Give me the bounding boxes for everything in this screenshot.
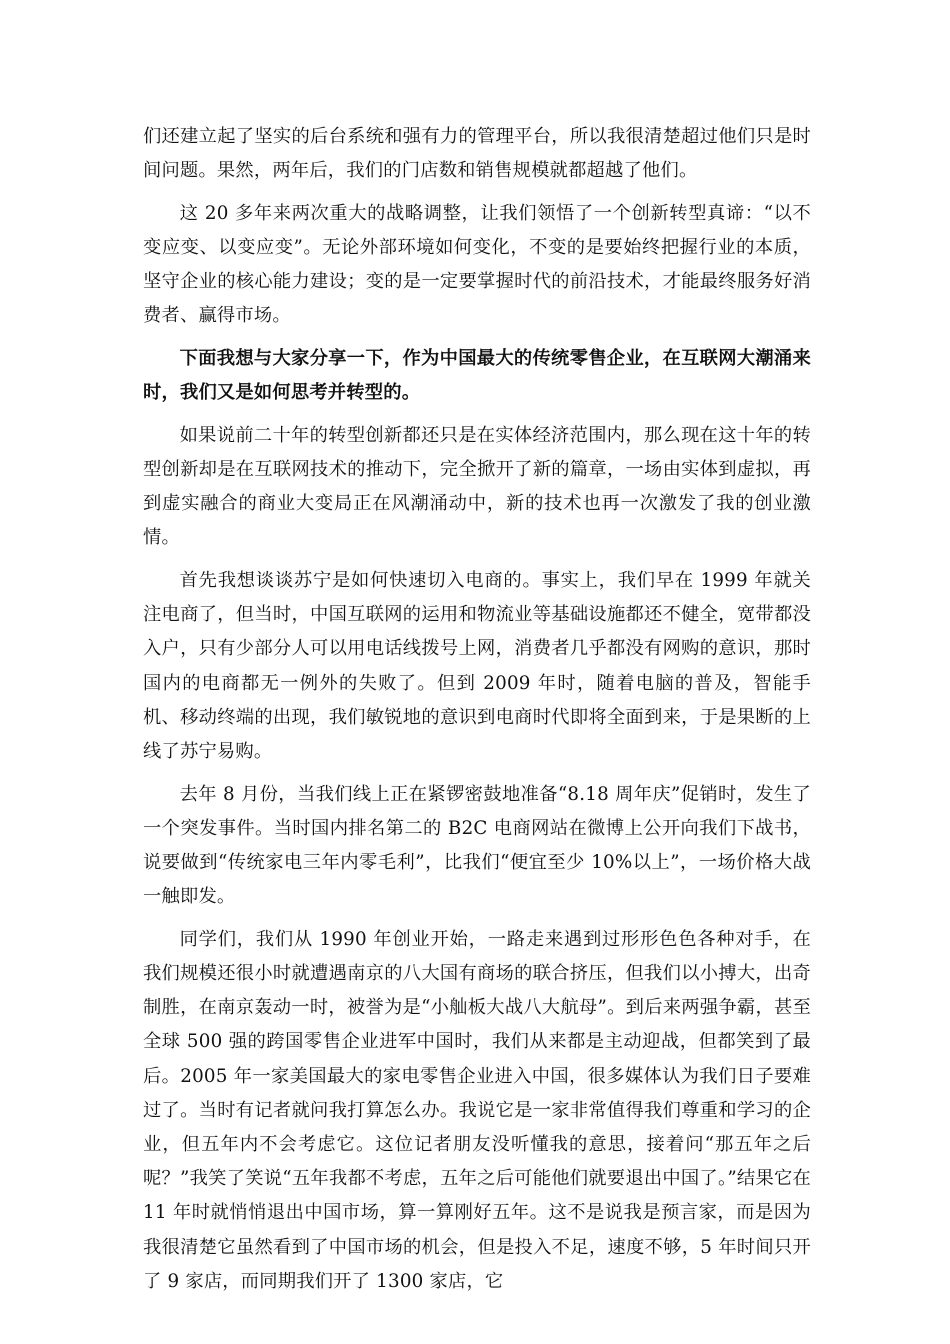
paragraph-6: 去年 8 月份，当我们线上正在紧锣密鼓地准备“8.18 周年庆”促销时，发生了一个突发事件。当时国内排名第二的 B2C 电商网站在微博上公开向我们下战书，说要做到“传统家电三年内零毛利”，比我们“便宜至少 10%以上”，一场价格大战一触即发。 [143, 783, 811, 908]
paragraph-4: 如果说前二十年的转型创新都还只是在实体经济范围内，那么现在这十年的转型创新却是在互联网技术的推动下，完全掀开了新的篇章，一场由实体到虚拟，再到虚实融合的商业大变局正在风潮涌动中，新的技术也再一次激发了我的创业激情。 [143, 424, 811, 549]
document-page [143, 120, 811, 1307]
paragraph-5: 首先我想谈谈苏宁是如何快速切入电商的。事实上，我们早在 1999 年就关注电商了，但当时，中国互联网的运用和物流业等基础设施都还不健全，宽带都没入户，只有少部分人可以用电话线拨号上网，消费者几乎都没有网购的意识，那时国内的电商都无一例外的失败了。但到 2009 年时，随着电脑的普及，智能手机、移动终端的出现，我们敏锐地的意识到电商时代即将全面到来，于是果断的上线了苏宁易购。 [143, 570, 811, 763]
paragraph-2: 这 20 多年来两次重大的战略调整，让我们领悟了一个创新转型真谛：“以不变应变、以变应变”。无论外部环境如何变化，不变的是要始终把握行业的本质，坚守企业的核心能力建设；变的是一定要掌握时代的前沿技术，才能最终服务好消费者、赢得市场。 [143, 202, 811, 327]
bold-heading-paragraph: 下面我想与大家分享一下，作为中国最大的传统零售企业，在互联网大潮涌来时，我们又是如何思考并转型的。 [143, 348, 811, 404]
paragraph-7: 同学们，我们从 1990 年创业开始，一路走来遇到过形形色色各种对手，在我们规模还很小时就遭遇南京的八大国有商场的联合挤压，但我们以小搏大，出奇制胜，在南京轰动一时，被誉为是“小舢板大战八大航母”。到后来两强争霸，甚至全球 500 强的跨国零售企业进军中国时，我们从来都是主动迎战，但都笑到了最后。2005 年一家美国最大的家电零售企业进入中国，很多媒体认为我们日子要难过了。当时有记者就问我打算怎么办。我说它是一家非常值得我们尊重和学习的企业，但五年内不会考虑它。这位记者朋友没听懂我的意思，接着问“那五年之后呢？”我笑了笑说“五年我都不考虑，五年之后可能他们就要退出中国了。”结果它在 11 年时就悄悄退出中国市场，算一算刚好五年。这不是说我是预言家，而是因为我很清楚它虽然看到了中国市场的机会，但是投入不足，速度不够，5 年时间只开了 9 家店，而同期我们开了 1300 家店，它 [143, 928, 811, 1292]
paragraph-1: 们还建立起了坚实的后台系统和强有力的管理平台，所以我很清楚超过他们只是时间问题。果然，两年后，我们的门店数和销售规模就都超越了他们。 [143, 126, 811, 182]
